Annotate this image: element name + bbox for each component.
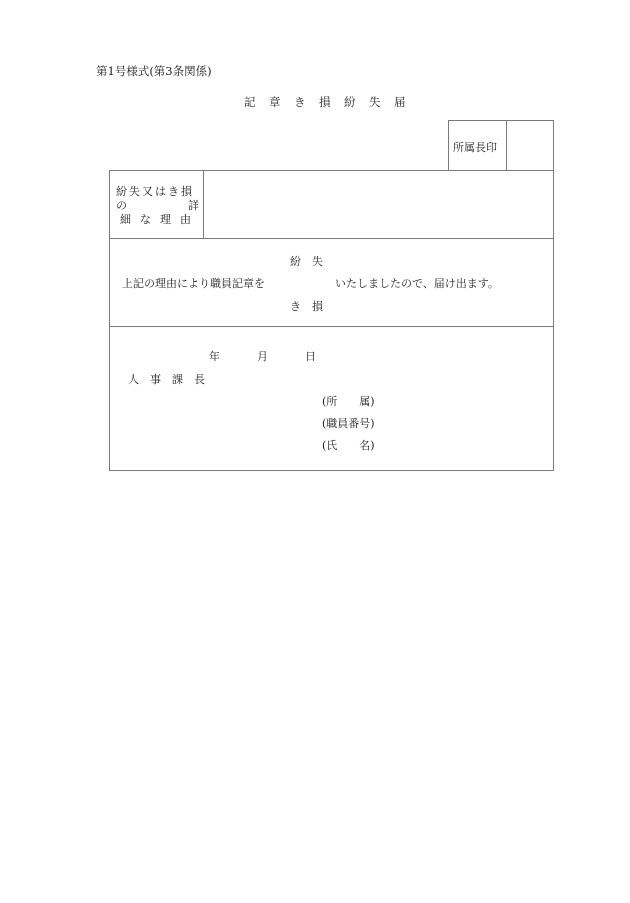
label-char: 細 — [120, 213, 131, 226]
name-label: (氏 名) — [322, 439, 375, 452]
label-char: な — [140, 213, 151, 226]
form-table — [109, 170, 554, 471]
option-damaged[interactable]: き 損 — [290, 300, 323, 313]
label-char: 由 — [180, 213, 191, 226]
label-char: 理 — [160, 213, 171, 226]
date-day-label[interactable]: 日 — [305, 350, 316, 363]
employee-number-label: (職員番号) — [322, 417, 375, 430]
statement-text-before: 上記の理由により職員記章を — [122, 277, 265, 290]
title-char: 失 — [369, 95, 381, 109]
date-month-label[interactable]: 月 — [257, 350, 268, 363]
row-divider — [110, 238, 553, 239]
label-char: の — [116, 199, 127, 212]
label-char: 詳 — [188, 199, 199, 212]
reason-label-line3 — [120, 211, 191, 227]
label-char: 失 — [129, 185, 140, 198]
form-number: 第1号様式(第3条関係) — [96, 64, 212, 78]
statement-text-after: いたしましたので、届け出ます。 — [335, 277, 499, 290]
label-char: 紛 — [116, 185, 127, 198]
title-char: 届 — [394, 95, 406, 109]
title-char: 章 — [269, 95, 281, 109]
date-year-label[interactable]: 年 — [209, 350, 220, 363]
addressee-char: 長 — [194, 373, 205, 386]
label-char: き — [168, 185, 179, 198]
row-divider — [110, 326, 553, 327]
addressee — [128, 371, 205, 387]
label-char: は — [155, 185, 166, 198]
document-title — [244, 94, 419, 110]
title-char: 紛 — [344, 95, 356, 109]
reason-detail-field[interactable] — [204, 171, 553, 238]
option-lost[interactable]: 紛 失 — [290, 255, 323, 268]
addressee-char: 事 — [150, 373, 161, 386]
label-char: 損 — [181, 185, 192, 198]
addressee-char: 課 — [172, 373, 183, 386]
addressee-char: 人 — [128, 373, 139, 386]
label-char: 又 — [142, 185, 153, 198]
seal-box — [448, 120, 554, 171]
affiliation-label: (所 属) — [322, 395, 375, 408]
title-char: き — [294, 95, 306, 109]
seal-stamp-area[interactable] — [507, 121, 553, 171]
seal-label: 所属長印 — [453, 141, 497, 154]
title-char: 記 — [244, 95, 256, 109]
title-char: 損 — [319, 95, 331, 109]
